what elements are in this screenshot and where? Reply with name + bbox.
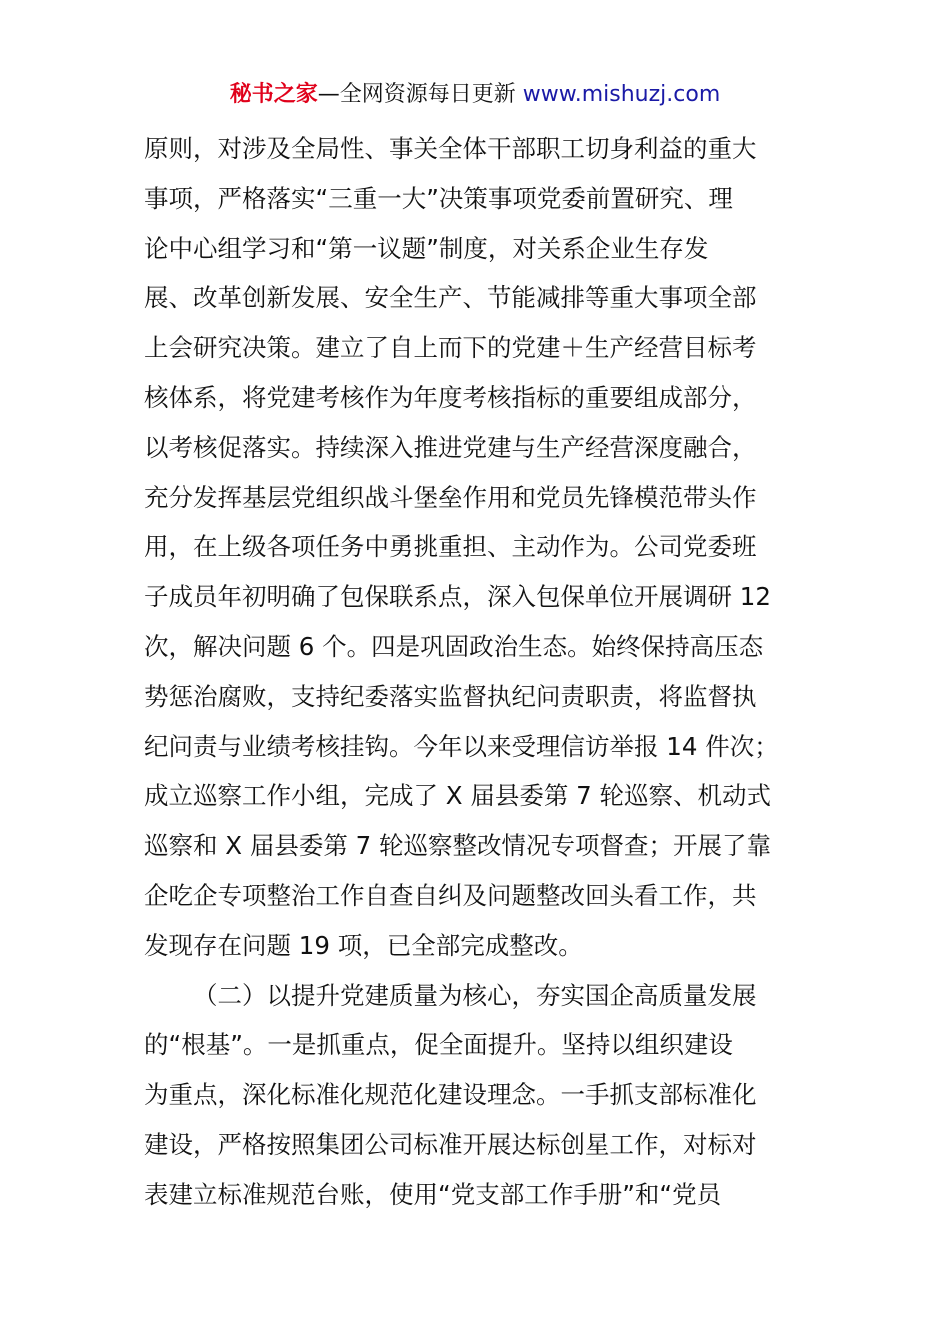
site-url-link[interactable]: www.mishuzj.com xyxy=(522,82,721,107)
text-line: 发现存在问题 19 项，已全部完成整改。 xyxy=(144,930,583,960)
text-line: 上会研究决策。建立了自上而下的党建＋生产经营目标考 xyxy=(144,333,757,363)
header-tagline: —全网资源每日更新 xyxy=(317,82,523,107)
text-line: 核体系，将党建考核作为年度考核指标的重要组成部分， xyxy=(144,382,757,412)
text-line: 用，在上级各项任务中勇挑重担、主动作为。公司党委班 xyxy=(144,532,757,562)
text-line: 子成员年初明确了包保联系点，深入包保单位开展调研 12 xyxy=(144,582,771,612)
text-line: 企吃企专项整治工作自查自纠及问题整改回头看工作，共 xyxy=(144,880,757,910)
site-header xyxy=(0,80,950,110)
text-line: 势惩治腐败，支持纪委落实监督执纪问责职责，将监督执 xyxy=(144,681,757,711)
text-line: 纪问责与业绩考核挂钩。今年以来受理信访举报 14 件次； xyxy=(144,731,779,761)
text-line: 原则，对涉及全局性、事关全体干部职工切身利益的重大 xyxy=(144,134,757,163)
text-line: 表建立标准规范台账，使用“党支部工作手册”和“党员 xyxy=(144,1179,722,1209)
section-heading-line: （二）以提升党建质量为核心，夯实国企高质量发展 xyxy=(193,980,757,1010)
text-line: 充分发挥基层党组织战斗堡垒作用和党员先锋模范带头作 xyxy=(144,482,757,512)
text-line: 展、改革创新发展、安全生产、节能减排等重大事项全部 xyxy=(144,283,757,313)
text-line: 建设，严格按照集团公司标准开展达标创星工作，对标对 xyxy=(144,1129,757,1159)
text-line: 次，解决问题 6 个。四是巩固政治生态。始终保持高压态 xyxy=(144,631,764,661)
text-line: 巡察和 X 届县委第 7 轮巡察整改情况专项督查；开展了靠 xyxy=(144,831,772,861)
text-line: 论中心组学习和“第一议题”制度，对关系企业生存发 xyxy=(144,233,709,263)
text-line: 成立巡察工作小组，完成了 X 届县委第 7 轮巡察、机动式 xyxy=(144,781,772,811)
text-line: 为重点，深化标准化规范化建设理念。一手抓支部标准化 xyxy=(144,1080,757,1110)
text-line: 的“根基”。一是抓重点，促全面提升。坚持以组织建设 xyxy=(144,1030,733,1060)
text-line: 事项，严格落实“三重一大”决策事项党委前置研究、理 xyxy=(144,183,733,213)
text-line: 以考核促落实。持续深入推进党建与生产经营深度融合， xyxy=(144,432,757,462)
brand-name: 秘书之家 xyxy=(229,82,318,107)
document-body xyxy=(144,124,824,1220)
